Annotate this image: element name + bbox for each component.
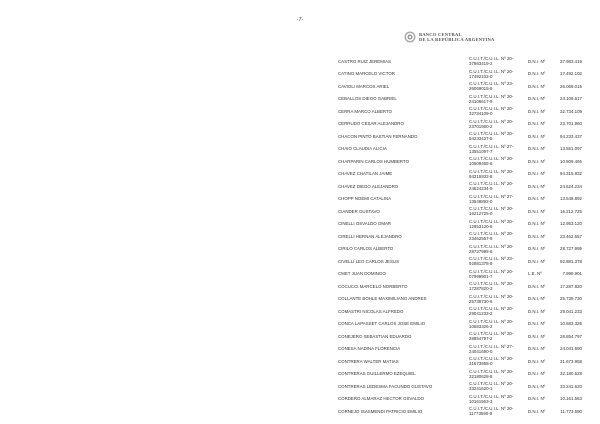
person-name: CMET JUAN DOMINGO	[338, 271, 386, 276]
cuit-number: C.U.I.T./C.U.I.L. Nº 27-24041690-0	[469, 343, 514, 354]
list-item	[338, 244, 582, 257]
list-item	[338, 94, 582, 107]
bank-name	[419, 32, 495, 42]
list-item	[338, 344, 582, 357]
document-type: D.N.I. Nº	[528, 408, 546, 414]
document-type: D.N.I. Nº	[528, 333, 546, 339]
document-number: 10.509.465	[560, 158, 582, 164]
document-type: D.N.I. Nº	[528, 358, 546, 364]
person-name: CHAVEZ DIEGO ALEJANDRO	[338, 183, 399, 189]
person-name: CONTRERA WALTER MATIAS	[338, 358, 399, 364]
cuit-number: C.U.I.T./C.U.I.L. Nº 20-24106617-9	[469, 93, 514, 104]
cuit-number: C.U.I.T./C.U.I.L. Nº 27-13551097-7	[469, 143, 514, 154]
document-number: 13.548.892	[560, 196, 582, 201]
cuit-number: C.U.I.T./C.U.I.L. Nº 20-16212725-0	[469, 206, 514, 216]
document-type: D.N.I. Nº	[528, 321, 546, 326]
list-item	[338, 306, 582, 319]
person-name: CIVELLI LEO CARLOS JESUS	[338, 258, 400, 264]
document-number: 37.983.419	[560, 58, 582, 64]
document-type: D.N.I. Nº	[528, 146, 546, 151]
cuit-number: C.U.I.T./C.U.I.L. Nº 20-37983419-2	[469, 56, 514, 66]
list-item	[338, 156, 582, 169]
person-name: CIRELLI HERNAN ALEJANDRO	[338, 233, 402, 239]
cuit-number: C.U.I.T./C.U.I.L. Nº 20-23701960-2	[469, 118, 514, 129]
cuit-number: C.U.I.T./C.U.I.L. Nº 20-32734109-0	[469, 106, 514, 116]
document-type: D.N.I. Nº	[528, 133, 546, 139]
document-number: 28.727.995	[560, 246, 582, 251]
list-item	[338, 269, 582, 282]
cuit-number: C.U.I.T./C.U.I.L. Nº 20-11773590-9	[469, 406, 514, 416]
document-number: 32.734.109	[560, 108, 582, 114]
cuit-number: C.U.I.T./C.U.I.L. Nº 20-10161563-3	[469, 393, 514, 404]
document-number: 24.041.690	[560, 346, 582, 351]
cuit-number: C.U.I.T./C.U.I.L. Nº 20-17287820-3	[469, 281, 514, 291]
document-number: 29.041.233	[560, 308, 582, 314]
person-name: CERRUDO CESAR ALEJANDRO	[338, 121, 404, 126]
person-name: CINELLI OSVALDO OMAR	[338, 221, 392, 226]
document-number: 94.315.932	[560, 171, 582, 176]
document-number: 33.241.620	[560, 383, 582, 389]
list-item	[338, 281, 582, 294]
cuit-number: C.U.I.T./C.U.I.L. Nº 23-26069015-9	[469, 81, 514, 91]
document-type: D.N.I. Nº	[528, 158, 546, 164]
document-number: 23.701.960	[560, 121, 582, 126]
document-type: D.N.I. Nº	[528, 183, 546, 189]
cuit-number: C.U.I.T./C.U.I.L. Nº 20-07999901-7	[469, 268, 514, 279]
document-type: D.N.I. Nº	[528, 283, 546, 289]
cuit-number: C.U.I.T./C.U.I.L. Nº 20-12953120-6	[469, 218, 514, 229]
list-item	[338, 356, 582, 369]
document-number: 94.233.437	[560, 133, 582, 139]
document-number: 28.854.797	[560, 333, 582, 339]
document-number: 17.492.102	[560, 71, 582, 76]
person-name: CONEJERO SEBASTIAN EDUARDO	[338, 333, 412, 339]
list-item	[338, 256, 582, 269]
document-type: D.N.I. Nº	[528, 83, 546, 89]
document-type: D.N.I. Nº	[528, 396, 546, 401]
persons-list	[338, 56, 582, 419]
cuit-number: C.U.I.T./C.U.I.L. Nº 20-10683326-2	[469, 318, 514, 329]
cuit-number: C.U.I.T./C.U.I.L. Nº 20-24624234-9	[469, 181, 514, 191]
page-number: -7-	[296, 17, 304, 23]
document-type: D.N.I. Nº	[528, 258, 546, 264]
list-item	[338, 131, 582, 144]
document-number: 92.881.378	[560, 258, 582, 264]
person-name: CEBALLOS DIEGO GABRIEL	[338, 96, 397, 101]
person-name: COLLANTE BOHLE MAXIMILIANO ANDRES	[338, 296, 427, 301]
person-name: CONESA NADINA FLORENCIA	[338, 346, 401, 351]
bank-header	[404, 31, 495, 43]
person-name: CONCA LAPASSET CARLOS JOSE EMILIO	[338, 321, 426, 326]
cuit-number: C.U.I.T./C.U.I.L. Nº 20-33241620-1	[469, 381, 514, 391]
document-type: D.N.I. Nº	[528, 246, 546, 251]
document-type: D.N.I. Nº	[528, 108, 546, 114]
document-type: D.N.I. Nº	[528, 371, 546, 376]
person-name: CORDERO ALMARAZ HECTOR OSVALDO	[338, 396, 424, 401]
document-number: 32.180.628	[560, 371, 582, 376]
document-type: D.N.I. Nº	[528, 346, 546, 351]
document-number: 16.212.725	[560, 208, 582, 214]
person-name: CHAVEZ CHATILAN JAIME	[338, 171, 393, 176]
document-type: D.N.I. Nº	[528, 96, 546, 101]
document-number: 26.069.015	[560, 83, 582, 89]
cuit-number: C.U.I.T./C.U.I.L. Nº 20-29041233-2	[469, 306, 514, 316]
document-number: 25.739.730	[560, 296, 582, 301]
list-item	[338, 81, 582, 94]
list-item	[338, 169, 582, 182]
cuit-number: C.U.I.T./C.U.I.L. Nº 20-28727995-6	[469, 243, 514, 254]
list-item	[338, 294, 582, 307]
list-item	[338, 144, 582, 157]
list-item	[338, 181, 582, 194]
document-number: 31.673.958	[560, 358, 582, 364]
document-type: D.N.I. Nº	[528, 208, 546, 214]
document-type: L.E. Nº	[528, 271, 542, 276]
list-item	[338, 394, 582, 407]
document-number: 12.953.120	[560, 221, 582, 226]
person-name: CORNEJO ISASMENDI PATRICIO EMILIO	[338, 408, 423, 414]
cuit-number: C.U.I.T./C.U.I.L. Nº 20-94233437-5	[469, 131, 514, 141]
document-type: D.N.I. Nº	[528, 308, 546, 314]
cuit-number: C.U.I.T./C.U.I.L. Nº 20-94315932-8	[469, 168, 514, 179]
cuit-number: C.U.I.T./C.U.I.L. Nº 20-32180628-8	[469, 368, 514, 379]
cuit-number: C.U.I.T./C.U.I.L. Nº 20-31673958-0	[469, 356, 514, 366]
person-name: CONTRERAS GUILLERMO EZEQUIEL	[338, 371, 416, 376]
list-item	[338, 206, 582, 219]
person-name: CIRILO CARLOS ALBERTO	[338, 246, 394, 251]
document-number: 17.287.820	[560, 283, 582, 289]
document-type: D.N.I. Nº	[528, 233, 546, 239]
bank-name-line1: BANCO CENTRAL	[419, 31, 462, 37]
list-item	[338, 194, 582, 207]
document-number: 7.999.901	[562, 271, 582, 276]
person-name: CAVIOLI MARCOS ARIEL	[338, 83, 390, 89]
document-type: D.N.I. Nº	[528, 71, 546, 76]
cuit-number: C.U.I.T./C.U.I.L. Nº 20-17492102-0	[469, 68, 514, 79]
list-item	[338, 69, 582, 82]
list-item	[338, 369, 582, 382]
document-type: D.N.I. Nº	[528, 171, 546, 176]
cuit-number: C.U.I.T./C.U.I.L. Nº 23-92881378-9	[469, 256, 514, 266]
document-type: D.N.I. Nº	[528, 221, 546, 226]
list-item	[338, 381, 582, 394]
document-number: 10.161.563	[560, 396, 582, 401]
document-number: 24.624.234	[560, 183, 582, 189]
cuit-number: C.U.I.T./C.U.I.L. Nº 27-13548892-0	[469, 193, 514, 204]
bank-seal-icon	[404, 31, 416, 43]
person-name: CONTRERAS LEDESMA FACUNDO GUSTAVO	[338, 383, 433, 389]
person-name: CHACON PINTO BASTIAN FERNANDO	[338, 133, 418, 139]
document-number: 24.106.617	[560, 96, 582, 101]
person-name: CIANDER GUSTAVO	[338, 208, 380, 214]
person-name: COCUCCI MARCELO NORBERTO	[338, 283, 408, 289]
list-item	[338, 319, 582, 332]
document-type: D.N.I. Nº	[528, 296, 546, 301]
cuit-number: C.U.I.T./C.U.I.L. Nº 20-25739730-6	[469, 293, 514, 304]
cuit-number: C.U.I.T./C.U.I.L. Nº 20-10509465-6	[469, 156, 514, 166]
person-name: CHOPP NOEMI CATALINA	[338, 196, 392, 201]
list-item	[338, 56, 582, 69]
list-item	[338, 331, 582, 344]
list-item	[338, 231, 582, 244]
cuit-number: C.U.I.T./C.U.I.L. Nº 20-23462557-9	[469, 231, 514, 241]
document-number: 10.683.326	[560, 321, 582, 326]
list-item	[338, 119, 582, 132]
person-name: CHARPARIN CARLOS HUMBERTO	[338, 158, 409, 164]
document-number: 13.551.097	[560, 146, 582, 151]
person-name: CASTRO RUIZ JEREMIAS	[338, 58, 391, 64]
cuit-number: C.U.I.T./C.U.I.L. Nº 20-28854797-2	[469, 331, 514, 341]
document-number: 11.773.590	[560, 408, 582, 414]
list-item	[338, 106, 582, 119]
document-type: D.N.I. Nº	[528, 383, 546, 389]
document-number: 23.462.557	[560, 233, 582, 239]
person-name: CHAIO CLAUDIA ALICIA	[338, 146, 387, 151]
list-item	[338, 406, 582, 419]
document-type: D.N.I. Nº	[528, 58, 546, 64]
person-name: COMASTRI NICOLAS ALFREDO	[338, 308, 404, 314]
document-type: D.N.I. Nº	[528, 121, 546, 126]
person-name: CATINO MARCELO VICTOR	[338, 71, 395, 76]
list-item	[338, 219, 582, 232]
bank-name-line2: DE LA REPÚBLICA ARGENTINA	[419, 37, 495, 42]
document-type: D.N.I. Nº	[528, 196, 546, 201]
person-name: CERRA MARCO ALBERTO	[338, 108, 393, 114]
